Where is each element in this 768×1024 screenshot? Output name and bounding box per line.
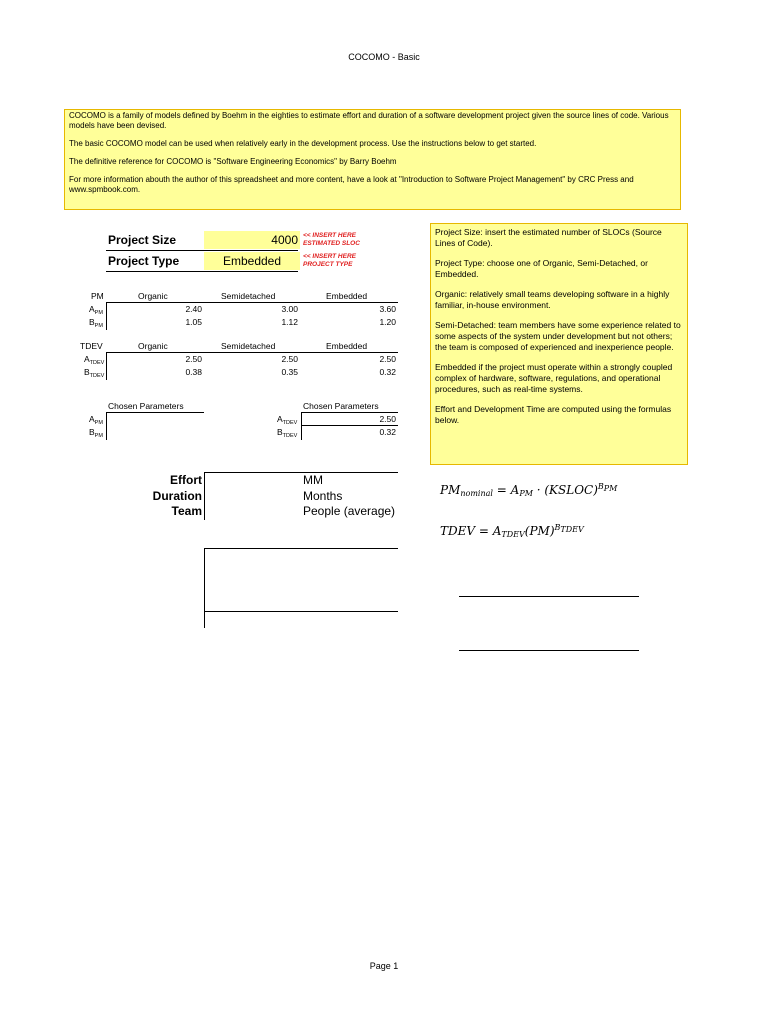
pm-col-embedded: Embedded: [326, 291, 368, 301]
param-sub: PM: [94, 310, 103, 316]
help-note: [430, 223, 688, 465]
pm-col-organic: Organic: [138, 291, 168, 301]
pm-col-semidetached: Semidetached: [221, 291, 276, 301]
project-size-label: Project Size: [108, 233, 177, 247]
page-number: Page 1: [369, 961, 399, 971]
a-pm-label: [89, 304, 103, 316]
size-hint: [303, 232, 360, 248]
size-hint-line: << INSERT HERE: [303, 232, 356, 239]
chosen-a-pm-label: [89, 414, 103, 426]
effort-label: Effort: [170, 473, 202, 487]
pm-table-title: PM: [91, 291, 104, 301]
project-type-label: Project Type: [108, 254, 180, 268]
formula-term: TDEV: [440, 524, 476, 538]
formula-exp: B: [597, 482, 604, 491]
help-paragraph: Embedded if the project must operate within a strongly coupled complex of hardware, software, regulations, and operational procedures, such as real-time systems.: [435, 362, 673, 394]
param-sub: PM: [94, 323, 103, 329]
divider: [459, 650, 639, 651]
b-tdev-organic: 0.38: [185, 367, 202, 377]
a-tdev-label: [84, 354, 104, 366]
divider: [459, 596, 639, 597]
team-unit: People (average): [303, 504, 396, 518]
param-letter: A: [84, 354, 90, 364]
divider: [301, 412, 302, 440]
help-paragraph: Organic: relatively small teams developing software in a highly familiar, in-house environment.: [435, 289, 670, 310]
b-pm-embedded: 1.20: [379, 317, 396, 327]
size-hint-line: ESTIMATED SLOC: [303, 240, 360, 247]
a-tdev-organic: 2.50: [185, 354, 202, 364]
param-letter: B: [89, 317, 95, 327]
type-hint-line: << INSERT HERE: [303, 253, 356, 260]
param-letter: A: [89, 304, 95, 314]
chosen-b-pm-label: [89, 427, 103, 439]
param-sub: PM: [94, 433, 103, 439]
effort-unit: MM: [303, 473, 323, 487]
formula-term: (KSLOC): [544, 483, 598, 497]
intro-paragraph: For more information abouth the author of this spreadsheet and more content, have a look at "Introduction to Software Project Management" by CRC Press and www.spmbook.com.: [69, 175, 634, 194]
chosen-b-tdev-label: [277, 427, 297, 439]
formula-term: PM: [440, 483, 461, 497]
param-letter: B: [84, 367, 90, 377]
param-sub: TDEV: [89, 360, 105, 366]
param-sub: TDEV: [89, 373, 105, 379]
a-tdev-semidetached: 2.50: [281, 354, 298, 364]
formula-sub: PM: [603, 484, 618, 493]
tdev-col-organic: Organic: [138, 341, 168, 351]
duration-unit: Months: [303, 489, 343, 503]
formula-term: A: [492, 524, 502, 538]
formula-sub: nominal: [460, 489, 493, 498]
help-paragraph: Project Type: choose one of Organic, Semi-Detached, or Embedded.: [435, 258, 648, 279]
tdev-table-title: TDEV: [80, 341, 103, 351]
team-label: Team: [171, 504, 202, 518]
sheet-title: COCOMO - Basic: [348, 52, 420, 62]
param-sub: PM: [94, 420, 103, 426]
divider: [204, 611, 398, 612]
chosen-a-tdev-value: 2.50: [379, 414, 396, 424]
type-hint-line: PROJECT TYPE: [303, 261, 353, 268]
formula-exp: B: [554, 523, 561, 532]
divider: [106, 412, 107, 440]
b-pm-semidetached: 1.12: [281, 317, 298, 327]
a-pm-organic: 2.40: [185, 304, 202, 314]
formula-sub: PM: [519, 489, 533, 498]
divider: [204, 472, 205, 520]
formula-term: (PM): [524, 524, 555, 538]
formula-sub: TDEV: [560, 525, 584, 534]
tdev-formula: TDEV = $A_{TDEV}(PM)^{B_{TDEV}}$: [440, 523, 584, 539]
a-pm-embedded: 3.60: [379, 304, 396, 314]
project-type-select[interactable]: Embedded: [204, 252, 300, 270]
chosen-pm-header: Chosen Parameters: [108, 401, 184, 411]
divider: [106, 271, 298, 272]
divider: [204, 472, 398, 473]
param-letter: B: [89, 427, 95, 437]
help-paragraph: Effort and Development Time are computed using the formulas below.: [435, 404, 672, 425]
intro-paragraph: The basic COCOMO model can be used when relatively early in the development process. Use the instructions below to get started.: [69, 139, 537, 148]
divider: [204, 548, 398, 549]
a-pm-semidetached: 3.00: [281, 304, 298, 314]
formula-sub: TDEV: [501, 530, 525, 539]
type-hint: [303, 253, 356, 269]
help-paragraph: Project Size: insert the estimated number of SLOCs (Source Lines of Code).: [435, 227, 662, 248]
param-sub: TDEV: [282, 420, 298, 426]
intro-note: [64, 109, 681, 210]
param-letter: A: [277, 414, 283, 424]
b-pm-label: [89, 317, 103, 329]
formula-term: A: [510, 483, 520, 497]
divider: [301, 412, 398, 413]
b-pm-organic: 1.05: [185, 317, 202, 327]
project-size-input[interactable]: 4000: [204, 231, 300, 249]
chosen-b-tdev-value: 0.32: [379, 427, 396, 437]
divider: [106, 250, 298, 251]
divider: [301, 425, 398, 426]
tdev-col-semidetached: Semidetached: [221, 341, 276, 351]
b-tdev-label: [84, 367, 104, 379]
param-letter: B: [277, 427, 283, 437]
chart-area-border: [204, 548, 205, 628]
intro-paragraph: COCOMO is a family of models defined by Boehm in the eighties to estimate effort and duration of a software development project given the source lines of code. Various models have been devised.: [69, 111, 669, 130]
pm-formula: $PM_{nominal} = A_{PM}$ · (KSLOC)$^{B_{PM}}$: [440, 482, 618, 498]
b-tdev-semidetached: 0.35: [281, 367, 298, 377]
duration-label: Duration: [152, 489, 202, 503]
tdev-col-embedded: Embedded: [326, 341, 368, 351]
divider: [106, 302, 107, 330]
chosen-a-tdev-label: [277, 414, 297, 426]
divider: [106, 352, 107, 380]
a-tdev-embedded: 2.50: [379, 354, 396, 364]
intro-paragraph: The definitive reference for COCOMO is "Software Engineering Economics" by Barry Boehm: [69, 157, 397, 166]
b-tdev-embedded: 0.32: [379, 367, 396, 377]
param-letter: A: [89, 414, 95, 424]
divider: [106, 302, 398, 303]
chosen-tdev-header: Chosen Parameters: [303, 401, 379, 411]
param-sub: TDEV: [282, 433, 298, 439]
divider: [106, 412, 204, 413]
help-paragraph: Semi-Detached: team members have some experience related to some aspects of the system under development but not others; the team is composed of experienced and inexperience people.: [435, 320, 681, 352]
divider: [106, 352, 398, 353]
